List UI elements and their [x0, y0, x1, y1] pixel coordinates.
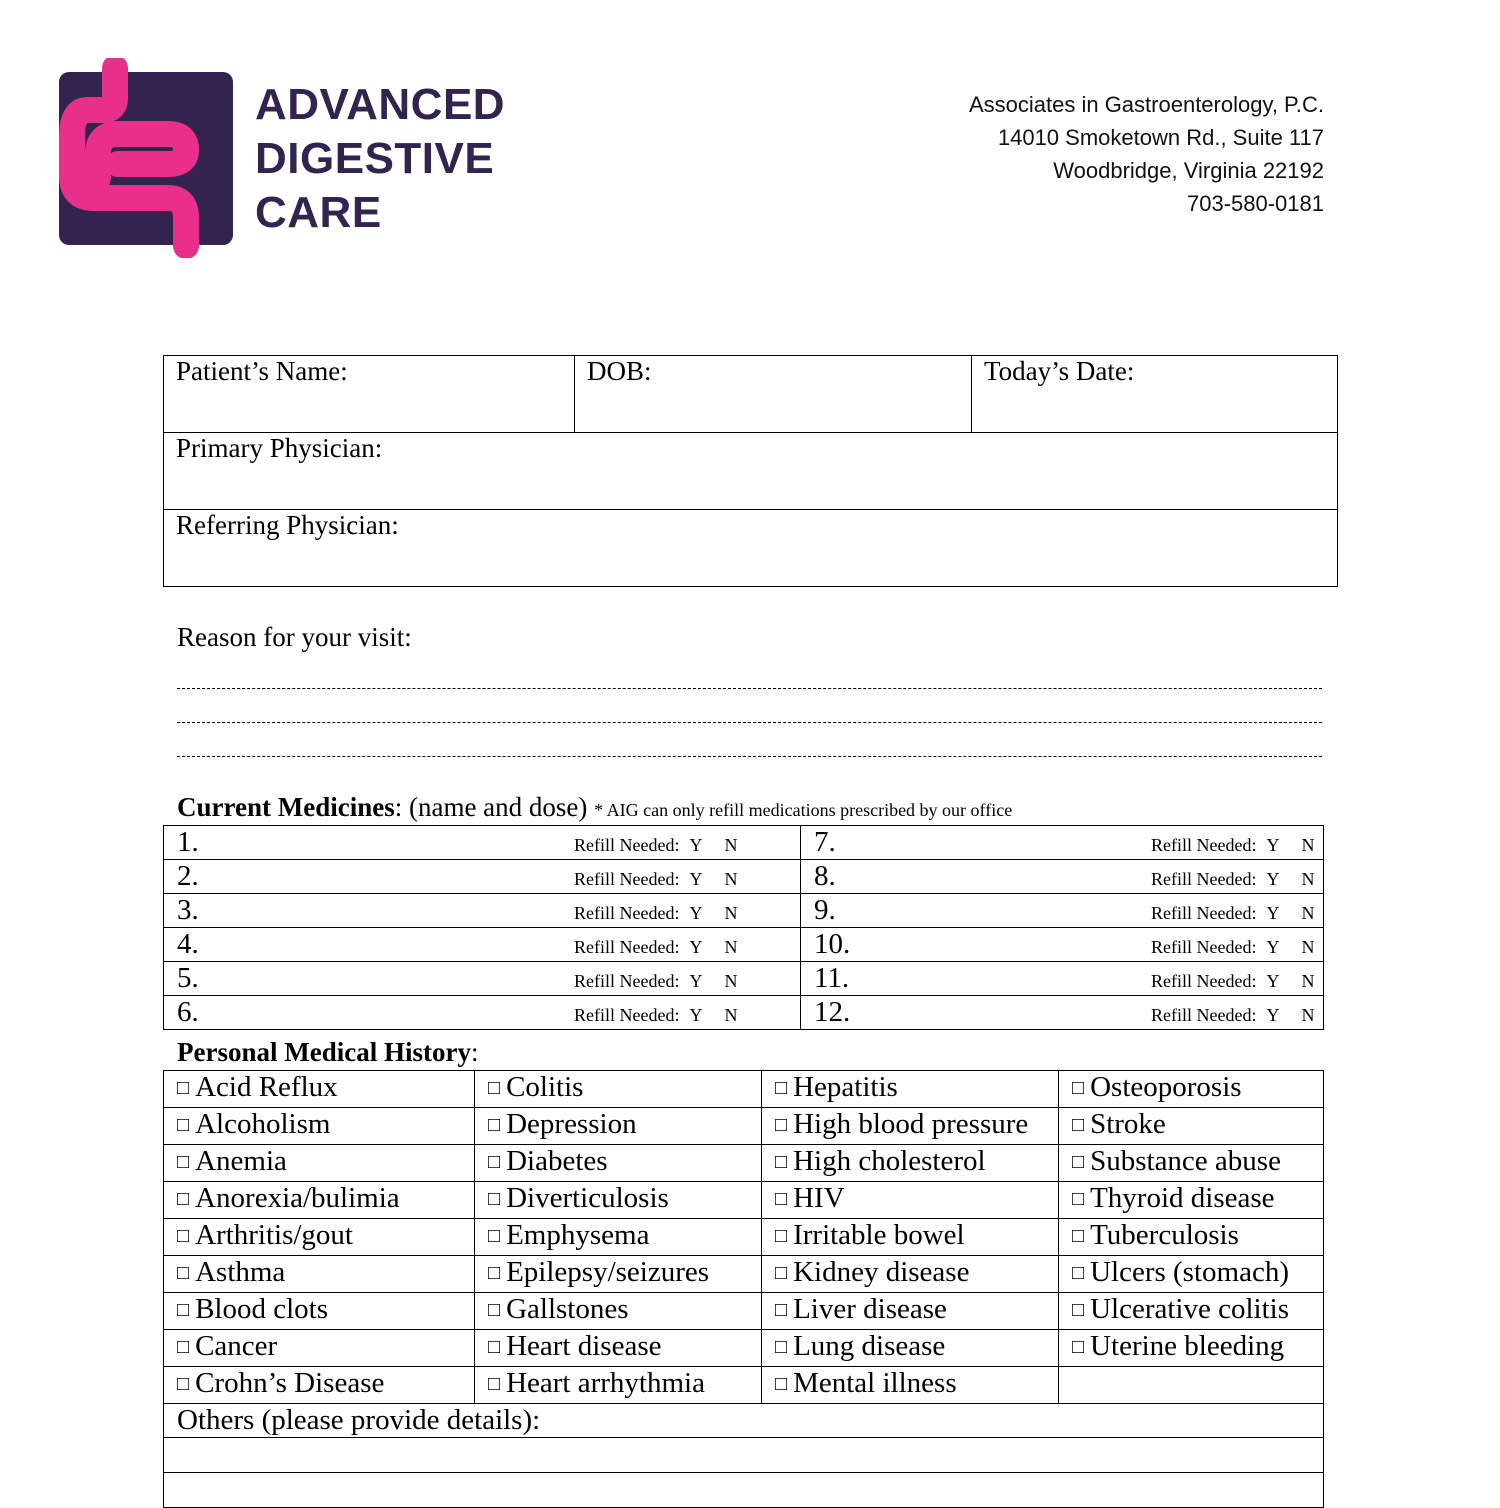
reason-line[interactable]	[177, 688, 1322, 689]
medicine-number: 10.	[814, 928, 851, 960]
condition-label: Ulcers (stomach)	[1090, 1256, 1289, 1288]
refill-yes-option[interactable]: Y	[689, 1005, 703, 1025]
medicine-number: 2.	[177, 860, 199, 892]
referring-physician-field[interactable]	[164, 510, 1338, 587]
condition-label: Lung disease	[793, 1330, 946, 1362]
checkbox-icon[interactable]: □	[177, 1225, 190, 1247]
refill-needed	[1151, 902, 1314, 924]
refill-label: Refill Needed:	[574, 971, 680, 991]
condition-label: Anorexia/bulimia	[195, 1182, 400, 1214]
condition-checkbox[interactable]	[164, 1071, 475, 1108]
others-row	[164, 1404, 1324, 1438]
checkbox-icon[interactable]: □	[775, 1114, 788, 1136]
medicine-number: 4.	[177, 928, 199, 960]
medicine-number: 7.	[814, 826, 836, 858]
address-line: Associates in Gastroenterology, P.C.	[968, 92, 1324, 117]
condition-checkbox[interactable]	[164, 1330, 475, 1367]
others-detail-row	[164, 1438, 1324, 1473]
refill-yes-option[interactable]: Y	[1266, 971, 1280, 991]
todays-date-label: Today’s Date:	[984, 356, 1135, 386]
refill-label: Refill Needed:	[1151, 869, 1257, 889]
checkbox-icon[interactable]: □	[177, 1114, 190, 1136]
condition-checkbox[interactable]	[1059, 1182, 1324, 1219]
refill-needed	[1151, 1004, 1314, 1026]
condition-label: Osteoporosis	[1090, 1071, 1242, 1103]
condition-checkbox[interactable]	[762, 1256, 1059, 1293]
medicine-number: 3.	[177, 894, 199, 926]
refill-label: Refill Needed:	[574, 937, 680, 957]
medicine-entry[interactable]	[164, 894, 801, 928]
refill-yes-option[interactable]: Y	[689, 937, 703, 957]
others-detail-field[interactable]	[164, 1438, 1324, 1473]
history-row	[164, 1293, 1324, 1330]
condition-checkbox[interactable]	[475, 1293, 762, 1330]
medicines-subtitle: : (name and dose)	[394, 792, 588, 822]
address-line: 14010 Smoketown Rd., Suite 117	[997, 125, 1324, 150]
others-label: Others (please provide details):	[177, 1404, 541, 1436]
condition-checkbox[interactable]	[1059, 1293, 1324, 1330]
refill-yes-option[interactable]: Y	[689, 903, 703, 923]
patient-name-field[interactable]	[164, 356, 575, 433]
condition-label: High cholesterol	[793, 1145, 986, 1177]
refill-needed	[574, 902, 737, 924]
refill-no-option[interactable]: N	[1301, 869, 1315, 889]
condition-checkbox[interactable]	[164, 1367, 475, 1404]
history-title-colon: :	[470, 1037, 479, 1067]
condition-label: Blood clots	[195, 1293, 329, 1325]
refill-yes-option[interactable]: Y	[1266, 937, 1280, 957]
refill-label: Refill Needed:	[574, 1005, 680, 1025]
medicines-note: * AIG can only refill medications prescribed by our office	[594, 800, 1013, 820]
condition-label: Epilepsy/seizures	[506, 1256, 710, 1288]
checkbox-icon[interactable]: □	[488, 1114, 501, 1136]
condition-label: Thyroid disease	[1090, 1182, 1275, 1214]
condition-checkbox[interactable]	[164, 1256, 475, 1293]
others-detail-row	[164, 1473, 1324, 1508]
history-row	[164, 1330, 1324, 1367]
condition-checkbox[interactable]	[475, 1256, 762, 1293]
condition-checkbox[interactable]	[164, 1182, 475, 1219]
checkbox-icon[interactable]: □	[775, 1188, 788, 1210]
medicines-heading	[177, 792, 1012, 823]
refill-no-option[interactable]: N	[1301, 1005, 1315, 1025]
logo-line: CARE	[255, 188, 382, 237]
refill-no-option[interactable]: N	[724, 971, 738, 991]
medicine-number: 12.	[814, 996, 851, 1028]
refill-no-option[interactable]: N	[724, 835, 738, 855]
condition-checkbox[interactable]	[762, 1367, 1059, 1404]
medicine-entry[interactable]	[801, 962, 1324, 996]
condition-checkbox[interactable]	[1059, 1108, 1324, 1145]
medicine-entry[interactable]	[164, 826, 801, 860]
refill-label: Refill Needed:	[574, 903, 680, 923]
medicines-title: Current Medicines	[177, 792, 395, 822]
medicine-number: 9.	[814, 894, 836, 926]
checkbox-icon[interactable]: □	[1072, 1188, 1085, 1210]
condition-label: Gallstones	[506, 1293, 629, 1325]
todays-date-field[interactable]	[972, 356, 1338, 433]
primary-physician-field[interactable]	[164, 433, 1338, 510]
medicine-row	[164, 962, 1324, 996]
refill-yes-option[interactable]: Y	[689, 835, 703, 855]
refill-needed	[1151, 970, 1314, 992]
checkbox-icon[interactable]: □	[775, 1299, 788, 1321]
refill-label: Refill Needed:	[1151, 1005, 1257, 1025]
history-row	[164, 1108, 1324, 1145]
others-label-cell	[164, 1404, 1324, 1438]
condition-label: Crohn’s Disease	[195, 1367, 385, 1399]
history-row	[164, 1367, 1324, 1404]
condition-label: Acid Reflux	[195, 1071, 338, 1103]
condition-label: Irritable bowel	[793, 1219, 965, 1251]
medicine-entry[interactable]	[801, 894, 1324, 928]
condition-label: Emphysema	[506, 1219, 650, 1251]
condition-checkbox[interactable]	[762, 1293, 1059, 1330]
condition-checkbox[interactable]	[475, 1182, 762, 1219]
history-heading	[177, 1037, 478, 1068]
medicine-entry[interactable]	[801, 928, 1324, 962]
history-row	[164, 1182, 1324, 1219]
checkbox-icon[interactable]: □	[488, 1077, 501, 1099]
checkbox-icon[interactable]: □	[775, 1151, 788, 1173]
condition-checkbox[interactable]	[1059, 1071, 1324, 1108]
checkbox-icon[interactable]: □	[488, 1373, 501, 1395]
refill-label: Refill Needed:	[574, 869, 680, 889]
condition-checkbox[interactable]	[475, 1330, 762, 1367]
condition-label: Hepatitis	[793, 1071, 898, 1103]
condition-checkbox[interactable]	[762, 1108, 1059, 1145]
checkbox-icon[interactable]: □	[177, 1077, 190, 1099]
checkbox-icon[interactable]: □	[488, 1225, 501, 1247]
refill-no-option[interactable]: N	[724, 869, 738, 889]
medicine-number: 5.	[177, 962, 199, 994]
medicine-entry[interactable]	[164, 996, 801, 1030]
condition-label: Mental illness	[793, 1367, 957, 1399]
medicines-table	[163, 825, 1324, 1030]
checkbox-icon[interactable]: □	[1072, 1336, 1085, 1358]
history-title: Personal Medical History	[177, 1037, 471, 1067]
checkbox-icon[interactable]: □	[775, 1373, 788, 1395]
condition-checkbox[interactable]	[164, 1293, 475, 1330]
checkbox-icon[interactable]: □	[1072, 1151, 1085, 1173]
history-row	[164, 1219, 1324, 1256]
condition-label: Alcoholism	[195, 1108, 331, 1140]
condition-label: Cancer	[195, 1330, 278, 1362]
condition-label: Depression	[506, 1108, 637, 1140]
condition-label: Uterine bleeding	[1090, 1330, 1285, 1362]
history-row	[164, 1145, 1324, 1182]
refill-needed	[574, 936, 737, 958]
address-line: Woodbridge, Virginia 22192	[1053, 158, 1324, 183]
refill-yes-option[interactable]: Y	[689, 971, 703, 991]
condition-checkbox[interactable]	[164, 1108, 475, 1145]
medicine-row	[164, 826, 1324, 860]
history-row	[164, 1071, 1324, 1108]
checkbox-icon[interactable]: □	[177, 1262, 190, 1284]
checkbox-icon[interactable]: □	[488, 1151, 501, 1173]
checkbox-icon[interactable]: □	[1072, 1299, 1085, 1321]
checkbox-icon[interactable]: □	[775, 1225, 788, 1247]
condition-label: Kidney disease	[793, 1256, 970, 1288]
refill-needed	[1151, 834, 1314, 856]
refill-label: Refill Needed:	[1151, 937, 1257, 957]
checkbox-icon[interactable]: □	[1072, 1225, 1085, 1247]
history-row	[164, 1256, 1324, 1293]
condition-label: Heart arrhythmia	[506, 1367, 705, 1399]
checkbox-icon[interactable]: □	[177, 1151, 190, 1173]
refill-needed	[574, 868, 737, 890]
refill-yes-option[interactable]: Y	[1266, 903, 1280, 923]
empty-cell	[1059, 1367, 1324, 1404]
referring-physician-label: Referring Physician:	[176, 510, 399, 540]
refill-label: Refill Needed:	[1151, 971, 1257, 991]
condition-checkbox[interactable]	[1059, 1330, 1324, 1367]
condition-label: Tuberculosis	[1090, 1219, 1239, 1251]
refill-no-option[interactable]: N	[724, 937, 738, 957]
condition-checkbox[interactable]	[164, 1219, 475, 1256]
condition-checkbox[interactable]	[1059, 1145, 1324, 1182]
condition-label: Arthritis/gout	[195, 1219, 353, 1251]
refill-needed	[574, 1004, 737, 1026]
condition-label: Ulcerative colitis	[1090, 1293, 1289, 1325]
reason-line[interactable]	[177, 722, 1322, 723]
primary-physician-label: Primary Physician:	[176, 433, 383, 463]
dob-field[interactable]	[575, 356, 972, 433]
condition-checkbox[interactable]	[762, 1071, 1059, 1108]
medicine-entry[interactable]	[801, 860, 1324, 894]
medicine-entry[interactable]	[164, 962, 801, 996]
condition-label: Heart disease	[506, 1330, 662, 1362]
condition-checkbox[interactable]	[475, 1145, 762, 1182]
patient-name-label: Patient’s Name:	[176, 356, 348, 386]
refill-yes-option[interactable]: Y	[1266, 1005, 1280, 1025]
medicine-row	[164, 996, 1324, 1030]
medicine-entry[interactable]	[801, 996, 1324, 1030]
practice-address	[969, 88, 1324, 220]
refill-no-option[interactable]: N	[1301, 971, 1315, 991]
refill-no-option[interactable]: N	[1301, 903, 1315, 923]
refill-yes-option[interactable]: Y	[1266, 835, 1280, 855]
patient-info-table	[163, 355, 1338, 587]
condition-checkbox[interactable]	[475, 1108, 762, 1145]
phone-number: 703-580-0181	[1186, 191, 1324, 216]
reason-line[interactable]	[177, 756, 1322, 757]
checkbox-icon[interactable]: □	[488, 1336, 501, 1358]
condition-label: Liver disease	[793, 1293, 947, 1325]
checkbox-icon[interactable]: □	[775, 1077, 788, 1099]
refill-label: Refill Needed:	[1151, 835, 1257, 855]
condition-checkbox[interactable]	[475, 1071, 762, 1108]
medicine-row	[164, 860, 1324, 894]
condition-label: Diverticulosis	[506, 1182, 669, 1214]
medicine-row	[164, 928, 1324, 962]
checkbox-icon[interactable]: □	[1072, 1262, 1085, 1284]
condition-checkbox[interactable]	[1059, 1256, 1324, 1293]
refill-no-option[interactable]: N	[1301, 835, 1315, 855]
condition-checkbox[interactable]	[475, 1367, 762, 1404]
medicine-number: 8.	[814, 860, 836, 892]
checkbox-icon[interactable]: □	[488, 1188, 501, 1210]
medicine-number: 1.	[177, 826, 199, 858]
condition-checkbox[interactable]	[475, 1219, 762, 1256]
medicine-entry[interactable]	[164, 860, 801, 894]
medicine-row	[164, 894, 1324, 928]
refill-no-option[interactable]: N	[1301, 937, 1315, 957]
refill-label: Refill Needed:	[1151, 903, 1257, 923]
logo-wordmark	[255, 78, 505, 240]
checkbox-icon[interactable]: □	[488, 1299, 501, 1321]
condition-checkbox[interactable]	[1059, 1219, 1324, 1256]
condition-checkbox[interactable]	[762, 1219, 1059, 1256]
checkbox-icon[interactable]: □	[775, 1262, 788, 1284]
checkbox-icon[interactable]: □	[177, 1373, 190, 1395]
condition-checkbox[interactable]	[762, 1330, 1059, 1367]
checkbox-icon[interactable]: □	[1072, 1077, 1085, 1099]
condition-label: Colitis	[506, 1071, 584, 1103]
medicine-entry[interactable]	[164, 928, 801, 962]
checkbox-icon[interactable]: □	[177, 1336, 190, 1358]
condition-label: High blood pressure	[793, 1108, 1029, 1140]
others-detail-field[interactable]	[164, 1473, 1324, 1508]
condition-checkbox[interactable]	[762, 1145, 1059, 1182]
condition-label: Asthma	[195, 1256, 286, 1288]
checkbox-icon[interactable]: □	[1072, 1114, 1085, 1136]
condition-checkbox[interactable]	[164, 1145, 475, 1182]
condition-label: Diabetes	[506, 1145, 608, 1177]
medicine-number: 6.	[177, 996, 199, 1028]
condition-label: Stroke	[1090, 1108, 1166, 1140]
checkbox-icon[interactable]: □	[775, 1336, 788, 1358]
refill-needed	[1151, 936, 1314, 958]
reason-label: Reason for your visit:	[177, 622, 412, 652]
checkbox-icon[interactable]: □	[488, 1262, 501, 1284]
refill-label: Refill Needed:	[574, 835, 680, 855]
refill-needed	[1151, 868, 1314, 890]
checkbox-icon[interactable]: □	[177, 1299, 190, 1321]
condition-checkbox[interactable]	[762, 1182, 1059, 1219]
medicine-number: 11.	[814, 962, 850, 994]
logo-line: DIGESTIVE	[255, 134, 495, 183]
refill-yes-option[interactable]: Y	[689, 869, 703, 889]
refill-yes-option[interactable]: Y	[1266, 869, 1280, 889]
refill-needed	[574, 834, 737, 856]
medical-history-table	[163, 1070, 1324, 1508]
condition-label: HIV	[793, 1182, 845, 1214]
refill-needed	[574, 970, 737, 992]
refill-no-option[interactable]: N	[724, 1005, 738, 1025]
condition-label: Substance abuse	[1090, 1145, 1281, 1177]
dob-label: DOB:	[587, 356, 652, 386]
logo-line: ADVANCED	[255, 80, 506, 129]
refill-no-option[interactable]: N	[724, 903, 738, 923]
medicine-entry[interactable]	[801, 826, 1324, 860]
checkbox-icon[interactable]: □	[177, 1188, 190, 1210]
condition-label: Anemia	[195, 1145, 287, 1177]
